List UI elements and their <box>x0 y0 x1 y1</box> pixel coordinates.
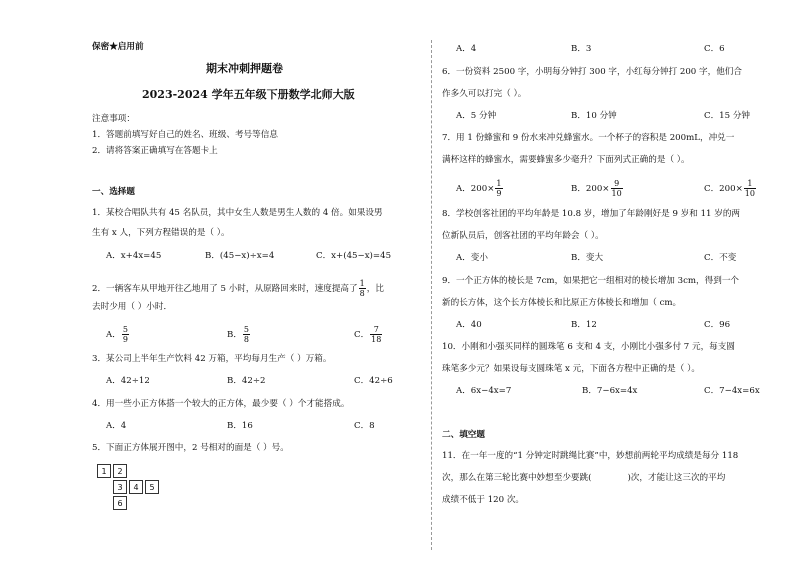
q8-line2: 位新队员后，创客社团的平均年龄会（ ）。 <box>442 231 604 241</box>
exam-title: 期末冲刺押题卷 <box>206 62 283 75</box>
q4-line1: 4．用一些小正方体搭一个较大的正方体，最少要（ ）个才能搭成。 <box>92 399 350 409</box>
q8-option-c[interactable]: C．不变 <box>704 253 737 263</box>
q10-option-a[interactable]: A．6x−4x=7 <box>456 386 512 396</box>
net-face-1: 1 <box>97 464 111 478</box>
q2-opt-c-num: 7 <box>370 325 382 335</box>
q2-text-a: 2．一辆客车从甲地开往乙地用了 5 小时，从原路回来时，速度提高了 <box>92 284 358 294</box>
q7-opt-c-frac <box>744 179 756 198</box>
q5-option-a[interactable]: A．4 <box>456 44 477 54</box>
q10-line1: 10．小刚和小强买同样的圆珠笔 6 支和 4 支，小刚比小强多付 7 元，每支圆 <box>442 342 735 352</box>
q6-line2: 作多久可以打完（ ）。 <box>442 89 527 99</box>
q7-opt-a-label: A．200× <box>456 184 495 194</box>
q3-option-a[interactable]: A．42÷12 <box>106 376 150 386</box>
q3-line1: 3．某公司上半年生产饮料 42 万箱，平均每月生产（ ）万箱。 <box>92 354 332 364</box>
q2-opt-b-label: B． <box>227 330 242 340</box>
q9-line2: 新的长方体，这个长方体棱长和比原正方体棱长和增加（ cm。 <box>442 298 682 308</box>
q2-opt-a-label: A． <box>106 330 121 340</box>
q2-option-c[interactable] <box>354 325 383 344</box>
q7-opt-a-num: 1 <box>496 179 502 188</box>
q7-opt-b-label: B．200× <box>571 184 610 194</box>
q2-opt-c-label: C． <box>354 330 370 340</box>
q2-option-b[interactable] <box>227 325 251 344</box>
q3-option-c[interactable]: C．42÷6 <box>354 376 393 386</box>
q2-line2: 去时少用（ ）小时． <box>92 302 173 312</box>
q2-opt-a-den: 9 <box>122 335 128 344</box>
net-face-6: 6 <box>113 496 127 510</box>
q2-opt-b-frac <box>243 325 250 344</box>
q10-option-c[interactable]: C．7−4x=6x <box>704 386 760 396</box>
q5-option-c[interactable]: C．6 <box>704 44 725 54</box>
q1-line2: 生有 x 人，下列方程错误的是（ ）。 <box>92 228 230 238</box>
q7-opt-c-num: 1 <box>744 179 756 189</box>
note-item-1: 1．答题前填写好自己的姓名、班级、考号等信息 <box>92 130 278 140</box>
secret-label: 保密★启用前 <box>92 42 144 52</box>
q11-line1: 11．在一年一度的“1 分钟定时跳绳比赛”中，妙想前两轮平均成绩是每分 118 <box>442 451 739 461</box>
q4-option-a[interactable]: A．4 <box>106 421 127 431</box>
q7-opt-b-den: 10 <box>611 189 622 198</box>
q6-option-a[interactable]: A．5 分钟 <box>456 111 497 121</box>
net-face-4: 4 <box>129 480 143 494</box>
q9-option-a[interactable]: A．40 <box>456 320 482 330</box>
q11-line3: 成绩不低于 120 次。 <box>442 495 525 505</box>
q2-opt-c-den: 18 <box>371 335 382 344</box>
notes-heading: 注意事项： <box>92 114 135 124</box>
section-choice-heading: 一、选择题 <box>92 187 135 197</box>
q11-line2 <box>442 473 725 484</box>
q4-option-c[interactable]: C．8 <box>354 421 375 431</box>
q10-line2: 珠笔多少元？如果设每支圆珠笔 x 元，下面各方程中正确的是（ ）。 <box>442 364 700 374</box>
q4-option-b[interactable]: B．16 <box>227 421 253 431</box>
q5-line1: 5．下面正方体展开图中，2 号相对的面是（ ）号。 <box>92 443 289 453</box>
exam-subtitle: 2023-2024 学年五年级下册数学北师大版 <box>142 88 355 101</box>
q8-line1: 8．学校创客社团的平均年龄是 10.8 岁，增加了年龄刚好是 9 岁和 11 岁的两 <box>442 209 741 219</box>
q7-option-b[interactable] <box>571 179 624 198</box>
net-face-3: 3 <box>113 480 127 494</box>
q1-option-c[interactable]: C．x+(45−x)=45 <box>316 251 392 261</box>
q6-option-c[interactable]: C．15 分钟 <box>704 111 751 121</box>
q6-option-b[interactable]: B．10 分钟 <box>571 111 617 121</box>
q2-option-a[interactable] <box>106 325 130 344</box>
q2-opt-b-den: 8 <box>243 335 250 344</box>
q2-fraction <box>359 279 366 298</box>
net-face-5: 5 <box>145 480 159 494</box>
q5-option-b[interactable]: B．3 <box>571 44 592 54</box>
q1-option-a[interactable]: A．x+4x=45 <box>106 251 162 261</box>
q9-option-b[interactable]: B．12 <box>571 320 597 330</box>
q2-opt-b-num: 5 <box>243 325 250 334</box>
q2-opt-a-num: 5 <box>122 325 128 334</box>
q9-line1: 9．一个正方体的棱长是 7cm，如果把它一组相对的棱长增加 3cm，得到一个 <box>442 276 740 286</box>
q9-option-c[interactable]: C．96 <box>704 320 731 330</box>
q7-opt-b-num: 9 <box>611 179 623 189</box>
q11-line2-a: 次，那么在第三轮比赛中妙想至少要跳( <box>442 473 592 483</box>
q7-opt-c-label: C．200× <box>704 184 743 194</box>
q2-opt-c-frac <box>370 325 382 344</box>
q2-opt-a-frac <box>122 325 129 344</box>
column-divider <box>431 40 432 550</box>
q7-opt-b-frac <box>611 179 623 198</box>
net-face-2: 2 <box>113 464 127 478</box>
q11-line2-b: )次，才能让这三次的平均 <box>627 473 726 483</box>
section-fill-heading: 二、填空题 <box>442 430 485 440</box>
q1-line1: 1．某校合唱队共有 45 名队员，其中女生人数是男生人数的 4 倍。如果设男 <box>92 208 383 218</box>
q7-opt-a-den: 9 <box>496 189 502 198</box>
q7-opt-a-frac <box>495 179 502 198</box>
note-item-2: 2．请将答案正确填写在答题卡上 <box>92 146 218 156</box>
q7-line1: 7．用 1 份蜂蜜和 9 份水来冲兑蜂蜜水。一个杯子的容积是 200mL，冲兑一 <box>442 133 735 143</box>
q8-option-b[interactable]: B．变大 <box>571 253 604 263</box>
q2-line1 <box>92 279 384 298</box>
q8-option-a[interactable]: A．变小 <box>456 253 488 263</box>
q7-option-a[interactable] <box>456 179 504 198</box>
q7-line2: 满杯这样的蜂蜜水，需要蜂蜜多少毫升？下面列式正确的是（ ）。 <box>442 155 690 165</box>
q2-frac-den: 8 <box>359 289 365 298</box>
q2-frac-num: 1 <box>359 279 365 288</box>
q7-opt-c-den: 10 <box>744 189 755 198</box>
q3-option-b[interactable]: B．42÷2 <box>227 376 266 386</box>
q7-option-c[interactable] <box>704 179 757 198</box>
q2-text-b: ，比 <box>366 284 384 294</box>
q6-line1: 6．一份资料 2500 字，小明每分钟打 300 字，小红每分钟打 200 字，他们合 <box>442 67 742 77</box>
q10-option-b[interactable]: B．7−6x=4x <box>582 386 638 396</box>
q1-option-b[interactable]: B．(45−x)÷x=4 <box>205 251 275 261</box>
